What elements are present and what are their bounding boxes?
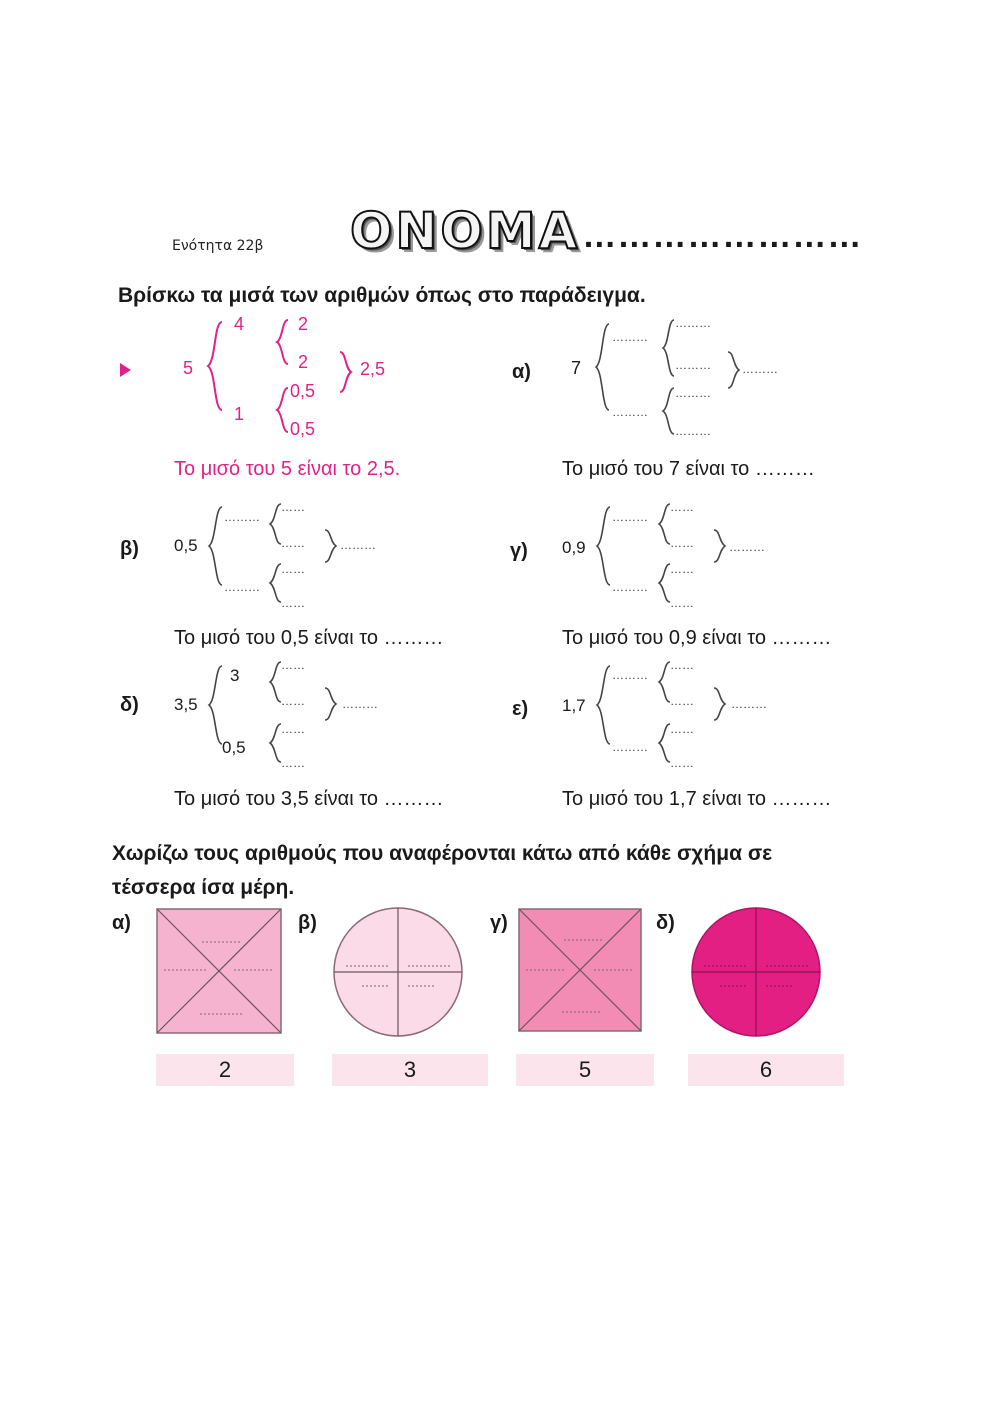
item-gamma-brace-right (712, 528, 726, 564)
section2-heading-line2: τέσσερα ίσα μέρη. (112, 876, 295, 899)
item-beta-bottom-blank[interactable]: ……… (224, 580, 260, 594)
section2-heading (112, 837, 912, 905)
example-brace-left (206, 320, 226, 412)
item-gamma-brace-left (595, 505, 613, 587)
item-beta-sentence: Το μισό του 0,5 είναι το ……… (174, 627, 444, 649)
item-gamma-top-blank[interactable]: ……… (612, 510, 648, 524)
item-alpha-top-blank[interactable]: ……… (612, 330, 648, 344)
item-epsilon-brace-right (712, 686, 726, 722)
shape-gamma-label: γ) (490, 912, 508, 934)
item-alpha-bottom-blank[interactable]: ……… (612, 405, 648, 419)
item-gamma-bottom-blank[interactable]: ……… (612, 580, 648, 594)
item-alpha-brace-top (662, 318, 676, 378)
item-delta-top-part: 3 (230, 666, 240, 685)
item-epsilon-brace-left (595, 664, 613, 746)
example-top-part: 4 (234, 314, 245, 334)
item-beta-top-half-2[interactable]: …… (281, 536, 305, 550)
shape-delta-label: δ) (656, 912, 675, 934)
item-alpha-sentence: Το μισό του 7 είναι το ……… (562, 458, 815, 480)
item-epsilon-top-blank[interactable]: ……… (612, 668, 648, 682)
item-beta-bottom-half-2[interactable]: …… (281, 596, 305, 610)
item-beta-label: β) (120, 538, 139, 560)
item-epsilon-top-half-1[interactable]: …… (670, 658, 694, 672)
item-beta-result-blank[interactable]: ……… (340, 538, 376, 552)
shape-alpha-label: α) (112, 912, 131, 934)
example-brace-right (338, 350, 352, 394)
item-epsilon-bottom-half-2[interactable]: …… (670, 756, 694, 770)
item-epsilon-result-blank[interactable]: ……… (731, 697, 767, 711)
item-epsilon-sentence: Το μισό του 1,7 είναι το ……… (562, 788, 832, 810)
item-delta-top-half-2[interactable]: …… (281, 694, 305, 708)
shape-gamma-square (518, 908, 642, 1032)
example-bottom-half-2: 0,5 (290, 419, 316, 439)
item-gamma-number: 0,9 (562, 538, 586, 557)
example-bottom-part: 1 (234, 404, 245, 424)
item-alpha-bottom-half-2[interactable]: ……… (675, 424, 711, 438)
shape-delta-number: 6 (688, 1054, 844, 1086)
section1-heading: Βρίσκω τα μισά των αριθμών όπως στο παράδειγμα. (118, 284, 646, 307)
name-field (350, 196, 863, 260)
example-brace-top (276, 318, 290, 366)
item-gamma-bottom-half-1[interactable]: …… (670, 562, 694, 576)
item-alpha-top-half-2[interactable]: ……… (675, 358, 711, 372)
item-gamma-top-half-1[interactable]: …… (670, 500, 694, 514)
section2-heading-line1: Χωρίζω τους αριθμούς που αναφέρονται κάτω από κάθε σχήμα σε (112, 842, 773, 865)
item-alpha-number: 7 (571, 358, 582, 378)
item-beta-brace-right (323, 528, 337, 564)
shape-beta-number: 3 (332, 1054, 488, 1086)
item-delta-result-blank[interactable]: ……… (342, 697, 378, 711)
name-title: ΟΝΟΜΑ (350, 202, 581, 260)
item-gamma-top-half-2[interactable]: …… (670, 536, 694, 550)
shape-alpha-square (156, 908, 282, 1034)
item-gamma-sentence: Το μισό του 0,9 είναι το ……… (562, 627, 832, 649)
item-beta-number: 0,5 (174, 536, 198, 555)
shape-beta-label: β) (298, 912, 317, 934)
item-delta-brace-left (207, 664, 225, 746)
example-number: 5 (183, 358, 194, 378)
item-delta-label: δ) (120, 694, 139, 716)
item-delta-number: 3,5 (174, 695, 198, 714)
item-epsilon-top-half-2[interactable]: …… (670, 694, 694, 708)
item-alpha-label: α) (512, 361, 531, 383)
example-top-half-1: 2 (298, 314, 309, 334)
triangle-marker-icon (120, 363, 131, 377)
item-delta-top-half-1[interactable]: …… (281, 658, 305, 672)
example-result: 2,5 (360, 359, 386, 379)
item-epsilon-bottom-half-1[interactable]: …… (670, 722, 694, 736)
item-beta-top-half-1[interactable]: …… (281, 500, 305, 514)
example-bottom-half-1: 0,5 (290, 381, 316, 401)
item-alpha-brace-bottom (662, 386, 676, 436)
item-delta-sentence: Το μισό του 3,5 είναι το ……… (174, 788, 444, 810)
unit-label: Ενότητα 22β (172, 238, 264, 254)
item-gamma-label: γ) (510, 540, 528, 562)
item-delta-bottom-half-1[interactable]: …… (281, 722, 305, 736)
item-gamma-result-blank[interactable]: ……… (729, 540, 765, 554)
item-beta-bottom-half-1[interactable]: …… (281, 562, 305, 576)
shape-delta-circle (690, 906, 822, 1038)
example-sentence: Το μισό του 5 είναι το 2,5. (174, 458, 401, 480)
item-epsilon-label: ε) (512, 698, 529, 720)
item-alpha-result-blank[interactable]: ……… (742, 362, 778, 376)
example-top-half-2: 2 (298, 352, 309, 372)
item-alpha-bottom-half-1[interactable]: ……… (675, 386, 711, 400)
item-epsilon-bottom-blank[interactable]: ……… (612, 740, 648, 754)
name-blank[interactable]: …………………… (582, 217, 863, 255)
item-delta-bottom-part: 0,5 (222, 738, 246, 757)
item-beta-top-blank[interactable]: ……… (224, 510, 260, 524)
item-delta-bottom-half-2[interactable]: …… (281, 756, 305, 770)
item-beta-brace-left (207, 505, 225, 587)
item-gamma-bottom-half-2[interactable]: …… (670, 596, 694, 610)
shape-gamma-number: 5 (516, 1054, 654, 1086)
shape-alpha-number: 2 (156, 1054, 294, 1086)
shape-beta-circle (332, 906, 464, 1038)
item-alpha-brace-left (594, 322, 612, 412)
item-delta-brace-right (323, 686, 337, 722)
item-epsilon-number: 1,7 (562, 696, 586, 715)
example-brace-bottom (276, 386, 290, 434)
item-alpha-brace-right (726, 350, 740, 390)
item-alpha-top-half-1[interactable]: ……… (675, 316, 711, 330)
